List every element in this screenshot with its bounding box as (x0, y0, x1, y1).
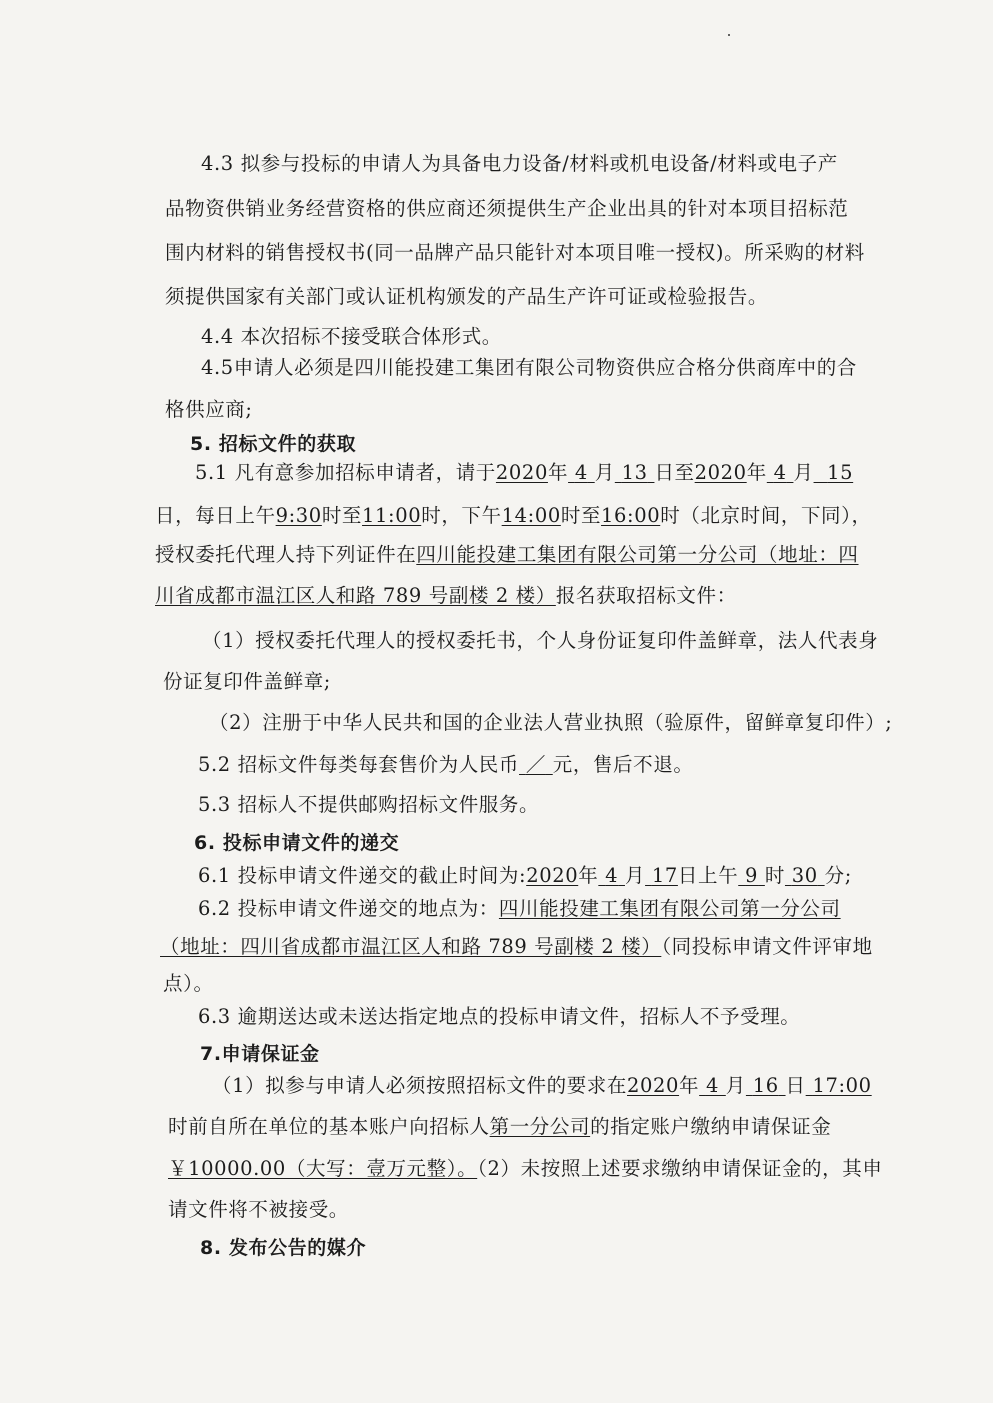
section-8-heading: 8. 发布公告的媒介 (200, 1237, 367, 1259)
section-6-heading: 6. 投标申请文件的递交 (194, 832, 400, 854)
s62-line3: 点）。 (163, 972, 214, 995)
s7-line3: ￥10000.00（大写：壹万元整）。（2）未按照上述要求缴纳申请保证金的，其申 (168, 1157, 883, 1180)
scan-speck (728, 34, 730, 36)
s45-line1: 4.5申请人必须是四川能投建工集团有限公司物资供应合格分供商库中的合 (201, 356, 857, 379)
s53-text: 5.3 招标人不提供邮购招标文件服务。 (198, 793, 540, 816)
s7-line1: （1）拟参与申请人必须按照招标文件的要求在2020年 4 月 16 日 17:00 (212, 1074, 872, 1097)
s63-text: 6.3 逾期送达或未送达指定地点的投标申请文件，招标人不予受理。 (198, 1005, 801, 1028)
s51-line1: 5.1 凡有意参加招标申请者，请于2020年 4 月 13 日至2020年 4 月 15 (195, 461, 854, 484)
s51-line4: 川省成都市温江区人和路 789 号副楼 2 楼）报名获取招标文件： (155, 584, 737, 607)
s62-line2: （地址：四川省成都市温江区人和路 789 号副楼 2 楼）（同投标申请文件评审地 (160, 935, 873, 958)
item1-line2: 份证复印件盖鲜章; (163, 670, 331, 693)
s7-line4: 请文件将不被接受。 (168, 1198, 349, 1221)
s45-line2: 格供应商; (165, 398, 253, 421)
s43-line3: 围内材料的销售授权书(同一品牌产品只能针对本项目唯一授权)。所采购的材料 (165, 241, 865, 264)
s62-line1: 6.2 投标申请文件递交的地点为：四川能投建工集团有限公司第一分公司 (198, 897, 841, 920)
s44-text: 4.4 本次招标不接受联合体形式。 (201, 325, 502, 348)
s61-text: 6.1 投标申请文件递交的截止时间为:2020年 4 月 17日上午 9 时 30 分; (198, 864, 852, 887)
s51-line2: 日，每日上午9:30时至11:00时，下午14:00时至16:00时（北京时间，下同）， (155, 504, 872, 527)
s7-line2: 时前自所在单位的基本账户向招标人第一分公司的指定账户缴纳申请保证金 (168, 1115, 832, 1138)
item1-line1: （1）授权委托代理人的授权委托书，个人身份证复印件盖鲜章，法人代表身 (202, 629, 879, 652)
s51-line3: 授权委托代理人持下列证件在四川能投建工集团有限公司第一分公司（地址：四 (155, 543, 859, 566)
s43-line1: 4.3 拟参与投标的申请人为具备电力设备/材料或机电设备/材料或电子产 (201, 152, 838, 175)
item2-text: （2）注册于中华人民共和国的企业法人营业执照（验原件，留鲜章复印件）; (209, 711, 893, 734)
s43-line4: 须提供国家有关部门或认证机构颁发的产品生产许可证或检验报告。 (165, 285, 769, 308)
section-7-heading: 7.申请保证金 (200, 1043, 320, 1065)
section-5-heading: 5. 招标文件的获取 (190, 433, 357, 455)
s43-line2: 品物资供销业务经营资格的供应商还须提供生产企业出具的针对本项目招标范 (165, 197, 849, 220)
s52-text: 5.2 招标文件每类每套售价为人民币 ／ 元，售后不退。 (198, 753, 694, 776)
